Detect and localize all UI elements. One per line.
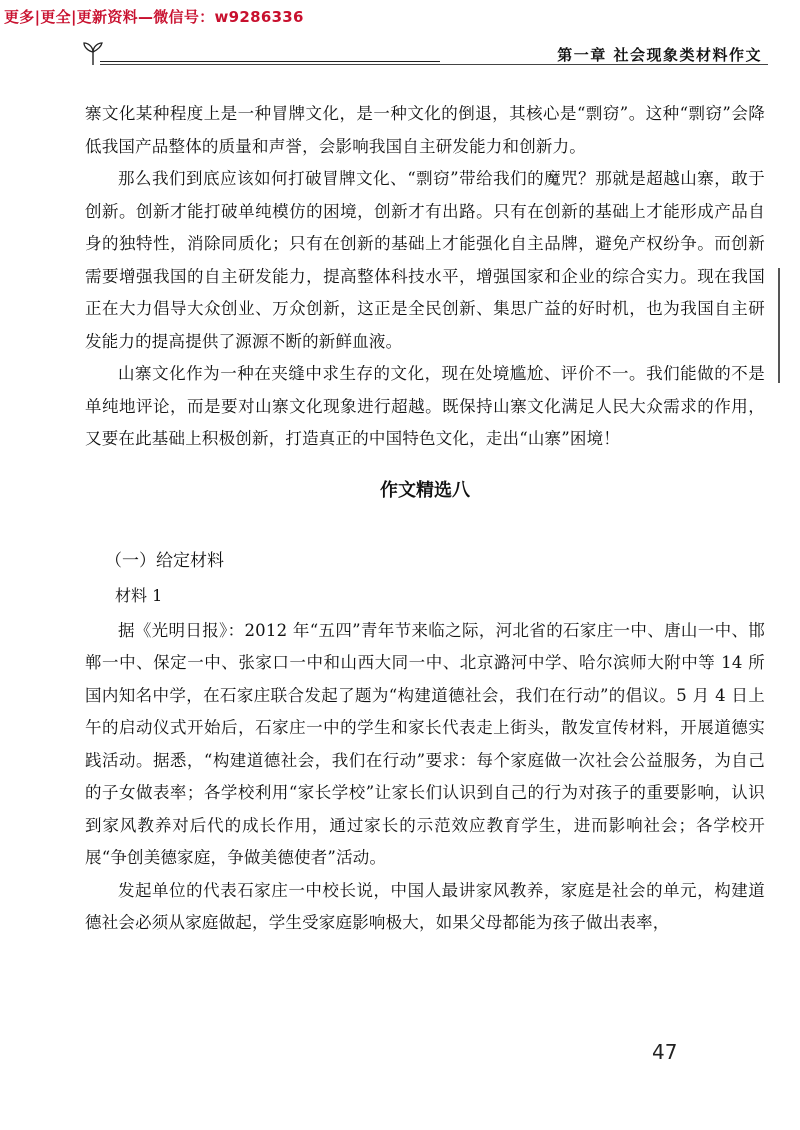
page-number: 47 (652, 1040, 678, 1064)
watermark-text: 更多|更全|更新资料—微信号：w9286336 (4, 8, 304, 26)
page-content (85, 98, 765, 940)
paragraph: 那么我们到底应该如何打破冒牌文化、“剽窃”带给我们的魔咒？那就是超越山寨，敢于创新。创新才能打破单纯模仿的困境，创新才有出路。只有在创新的基础上才能形成产品自身的独特性，消除同质化；只有在创新的基础上才能强化自主品牌，避免产权纷争。而创新需要增强我国的自主研发能力，提高整体科技水平，增强国家和企业的综合实力。现在我国正在大力倡导大众创业、万众创新，这正是全民创新、集思广益的好时机，也为我国自主研发能力的提高提供了源源不断的新鲜血液。 (85, 169, 765, 351)
material-label: 材料 1 (115, 585, 163, 605)
paragraph: 寨文化某种程度上是一种冒牌文化，是一种文化的倒退，其核心是“剽窃”。这种“剽窃”会降低我国产品整体的质量和声誉，会影响我国自主研发能力和创新力。 (85, 104, 765, 156)
paragraph: 发起单位的代表石家庄一中校长说，中国人最讲家风教养，家庭是社会的单元，构建道德社会必须从家庭做起，学生受家庭影响极大，如果父母都能为孩子做出表率， (85, 880, 765, 932)
chapter-title: 第一章 社会现象类材料作文 (557, 46, 762, 64)
paragraph: 山寨文化作为一种在夹缝中求生存的文化，现在处境尴尬、评价不一。我们能做的不是单纯地评论，而是要对山寨文化现象进行超越。既保持山寨文化满足人民大众需求的作用，又要在此基础上积极创新，打造真正的中国特色文化，走出“山寨”困境！ (85, 364, 765, 448)
header-rule (100, 61, 440, 62)
header-rule-bottom (100, 64, 768, 65)
side-margin-mark (778, 268, 780, 383)
sprout-icon (82, 40, 104, 66)
subheading: （一）给定材料 (105, 550, 224, 571)
paragraph: 据《光明日报》：2012 年“五四”青年节来临之际，河北省的石家庄一中、唐山一中、邯郸一中、保定一中、张家口一中和山西大同一中、北京潞河中学、哈尔滨师大附中等 14 所国内知名中学，在石家庄联合发起了题为“构建道德社会，我们在行动”的倡议。5 月 4 日上午的启动仪式开始后，石家庄一中的学生和家长代表走上街头，散发宣传材料，开展道德实践活动。据悉，“构建道德社会，我们在行动”要求：每个家庭做一次社会公益服务，为自己的子女做表率；各学校利用“家长学校”让家长们认识到自己的行为对孩子的重要影响，认识到家风教养对后代的成长作用，通过家长的示范效应教育学生，进而影响社会；各学校开展“争创美德家庭，争做美德使者”活动。 (85, 620, 765, 867)
section-title: 作文精选八 (380, 479, 470, 501)
